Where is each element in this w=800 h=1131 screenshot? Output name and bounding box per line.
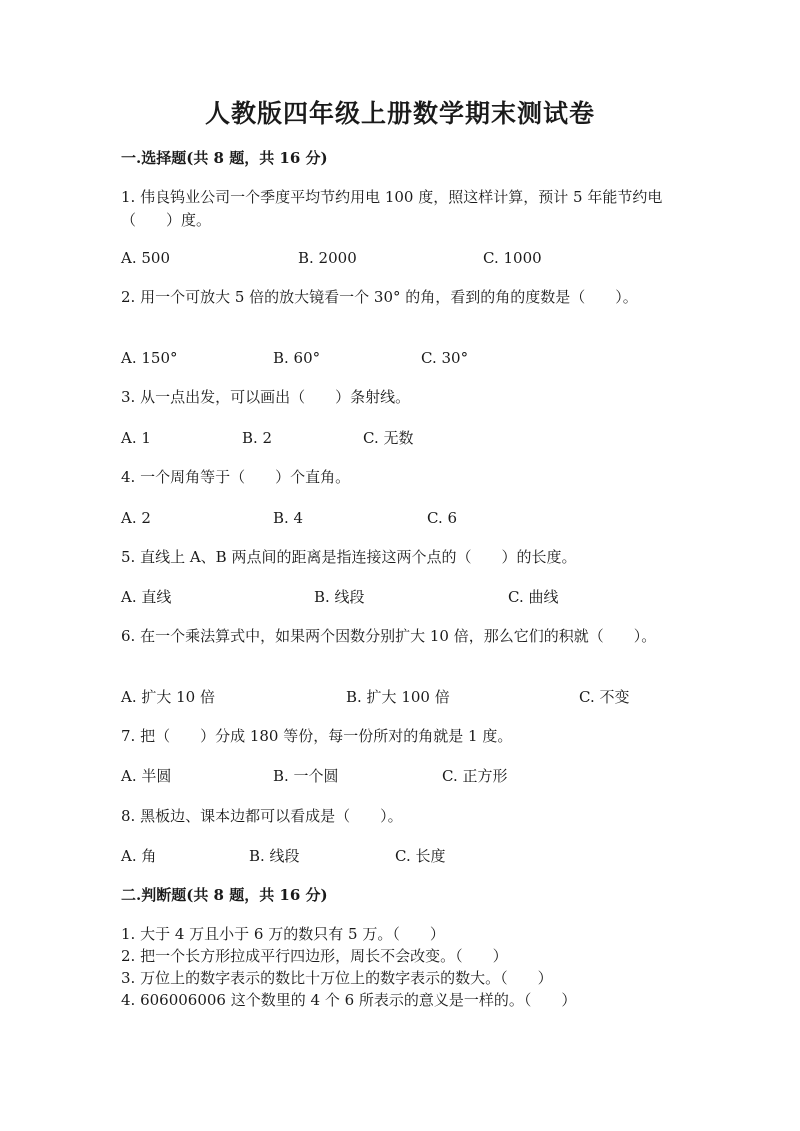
option-b: B. 一个圆 <box>273 767 339 785</box>
question-7: 7. 把（ ）分成 180 等份，每一份所对的角就是 1 度。 <box>121 727 513 745</box>
option-a: A. 半圆 <box>121 767 172 785</box>
options-4 <box>121 507 721 529</box>
options-3 <box>121 427 721 449</box>
option-a: A. 扩大 10 倍 <box>121 688 215 706</box>
option-b: B. 4 <box>273 509 304 527</box>
option-c: C. 长度 <box>395 847 446 865</box>
question-5: 5. 直线上 A、B 两点间的距离是指连接这两个点的（ ）的长度。 <box>121 548 577 566</box>
question-1: 1. 伟良钨业公司一个季度平均节约用电 100 度，照这样计算，预计 5 年能节约电（ ）度。 <box>121 188 663 229</box>
judgment-item-2: 2. 把一个长方形拉成平行四边形，周长不会改变。（ ） <box>121 947 508 965</box>
options-2 <box>121 347 721 369</box>
question-6: 6. 在一个乘法算式中，如果两个因数分别扩大 10 倍，那么它们的积就（ ）。 <box>121 627 657 645</box>
option-b: B. 2 <box>242 429 273 447</box>
option-a: A. 1 <box>121 429 151 447</box>
question-4: 4. 一个周角等于（ ）个直角。 <box>121 468 351 486</box>
option-c: C. 曲线 <box>508 588 559 606</box>
option-c: C. 无数 <box>363 429 414 447</box>
option-a: A. 2 <box>121 509 151 527</box>
question-3: 3. 从一点出发，可以画出（ ）条射线。 <box>121 388 411 406</box>
judgment-item-3: 3. 万位上的数字表示的数比十万位上的数字表示的数大。（ ） <box>121 969 553 987</box>
options-8 <box>121 845 721 867</box>
option-b: B. 扩大 100 倍 <box>346 688 450 706</box>
option-a: A. 直线 <box>121 588 172 606</box>
question-2: 2. 用一个可放大 5 倍的放大镜看一个 30° 的角，看到的角的度数是（ ）。 <box>121 288 638 306</box>
option-a: A. 角 <box>121 847 157 865</box>
judgment-item-1: 1. 大于 4 万且小于 6 万的数只有 5 万。（ ） <box>121 925 445 943</box>
option-b: B. 线段 <box>249 847 300 865</box>
option-c: C. 正方形 <box>442 767 508 785</box>
judgment-item-4: 4. 606006006 这个数里的 4 个 6 所表示的意义是一样的。（ ） <box>121 991 577 1009</box>
option-b: B. 2000 <box>298 249 357 267</box>
options-1 <box>121 247 721 269</box>
option-c: C. 30° <box>421 349 469 367</box>
option-a: A. 500 <box>121 249 170 267</box>
options-5 <box>121 586 721 608</box>
question-8: 8. 黑板边、课本边都可以看成是（ ）。 <box>121 807 403 825</box>
option-c: C. 6 <box>427 509 458 527</box>
section-heading-true-false: 二.判断题(共 8 题，共 16 分) <box>121 886 328 904</box>
option-b: B. 线段 <box>314 588 365 606</box>
options-7 <box>121 765 721 787</box>
option-a: A. 150° <box>121 349 178 367</box>
options-6 <box>121 686 721 708</box>
option-c: C. 1000 <box>483 249 542 267</box>
option-b: B. 60° <box>273 349 321 367</box>
option-c: C. 不变 <box>579 688 630 706</box>
page-title: 人教版四年级上册数学期末测试卷 <box>204 99 595 128</box>
section-heading-choice: 一.选择题(共 8 题，共 16 分) <box>121 149 328 167</box>
